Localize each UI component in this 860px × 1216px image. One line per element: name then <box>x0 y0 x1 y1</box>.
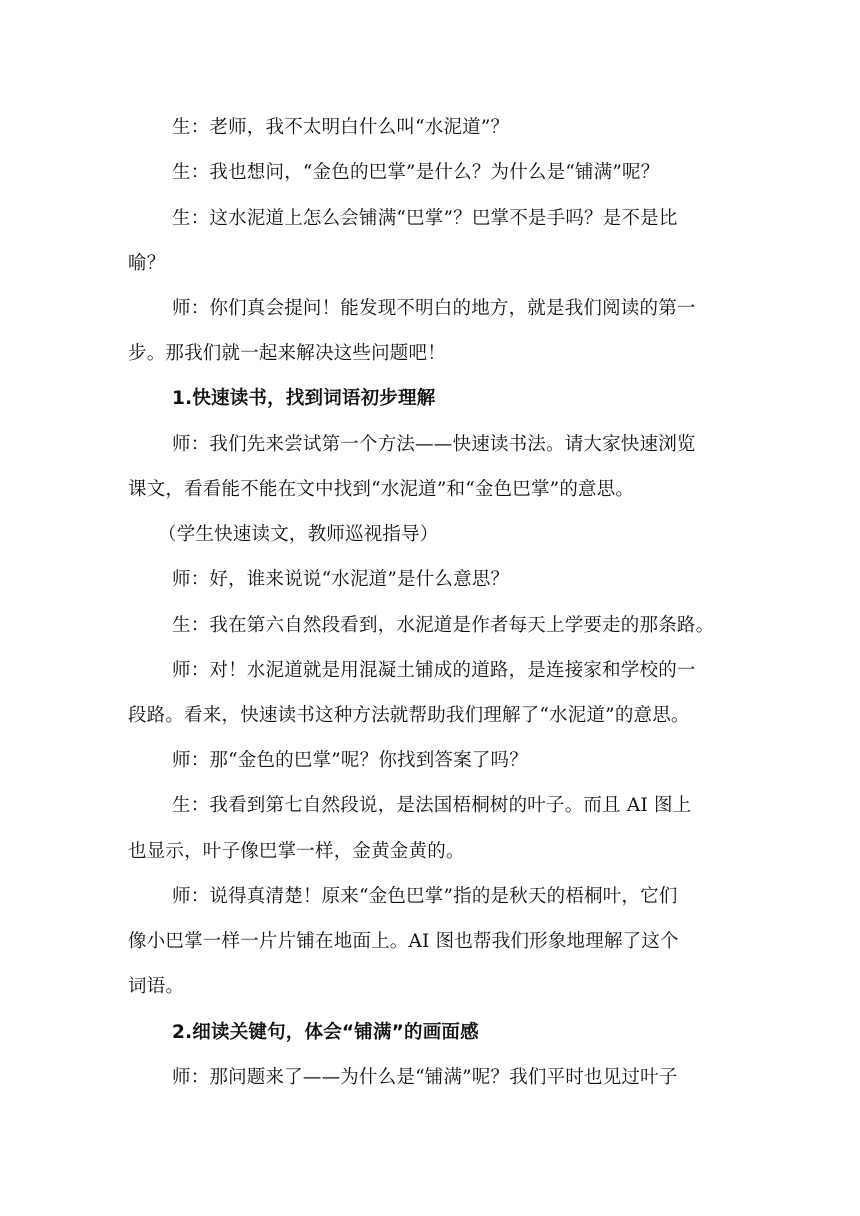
paragraph-line: 生：老师，我不太明白什么叫“水泥道”？ <box>172 117 510 138</box>
paragraph-line: 师：好，谁来说说“水泥道”是什么意思？ <box>172 569 510 590</box>
paragraph-line: 也显示，叶子像巴掌一样，金黄金黄的。 <box>128 841 465 862</box>
paragraph-line: 生：这水泥道上怎么会铺满“巴掌”？巴掌不是手吗？是不是比 <box>172 208 678 229</box>
paragraph-line: 师：对！水泥道就是用混凝土铺成的道路，是连接家和学校的一 <box>172 660 696 681</box>
paragraph-line: 师：我们先来尝试第一个方法——快速读书法。请大家快速浏览 <box>172 434 696 455</box>
stage-direction: （学生快速读文，教师巡视指导） <box>158 524 439 545</box>
paragraph-line: 像小巴掌一样一片片铺在地面上。AI 图也帮我们形象地理解了这个 <box>128 931 679 952</box>
paragraph-line: 师：你们真会提问！能发现不明白的地方，就是我们阅读的第一 <box>172 298 696 319</box>
paragraph-line: 段路。看来，快速读书这种方法就帮助我们理解了“水泥道”的意思。 <box>128 705 690 726</box>
paragraph-line: 生：我在第六自然段看到，水泥道是作者每天上学要走的那条路。 <box>172 615 715 636</box>
paragraph-line: 词语。 <box>128 976 185 997</box>
section-heading: 2.细读关键句，体会“铺满”的画面感 <box>172 1022 479 1043</box>
paragraph-line: 课文，看看能不能在文中找到“水泥道”和“金色巴掌”的意思。 <box>128 479 635 500</box>
paragraph-line: 喻？ <box>128 253 166 274</box>
paragraph-line: 步。那我们就一起来解决这些问题吧！ <box>128 343 446 364</box>
section-heading: 1.快速读书，找到词语初步理解 <box>172 388 436 409</box>
paragraph-line: 师：那“金色的巴掌”呢？你找到答案了吗？ <box>172 750 528 771</box>
paragraph-line: 生：我也想问，“金色的巴掌”是什么？为什么是“铺满”呢？ <box>172 162 660 183</box>
paragraph-line: 师：说得真清楚！原来“金色巴掌”指的是秋天的梧桐叶，它们 <box>172 886 678 907</box>
paragraph-line: 师：那问题来了——为什么是“铺满”呢？我们平时也见过叶子 <box>172 1067 678 1088</box>
paragraph-line: 生：我看到第七自然段说，是法国梧桐树的叶子。而且 AI 图上 <box>172 795 692 816</box>
